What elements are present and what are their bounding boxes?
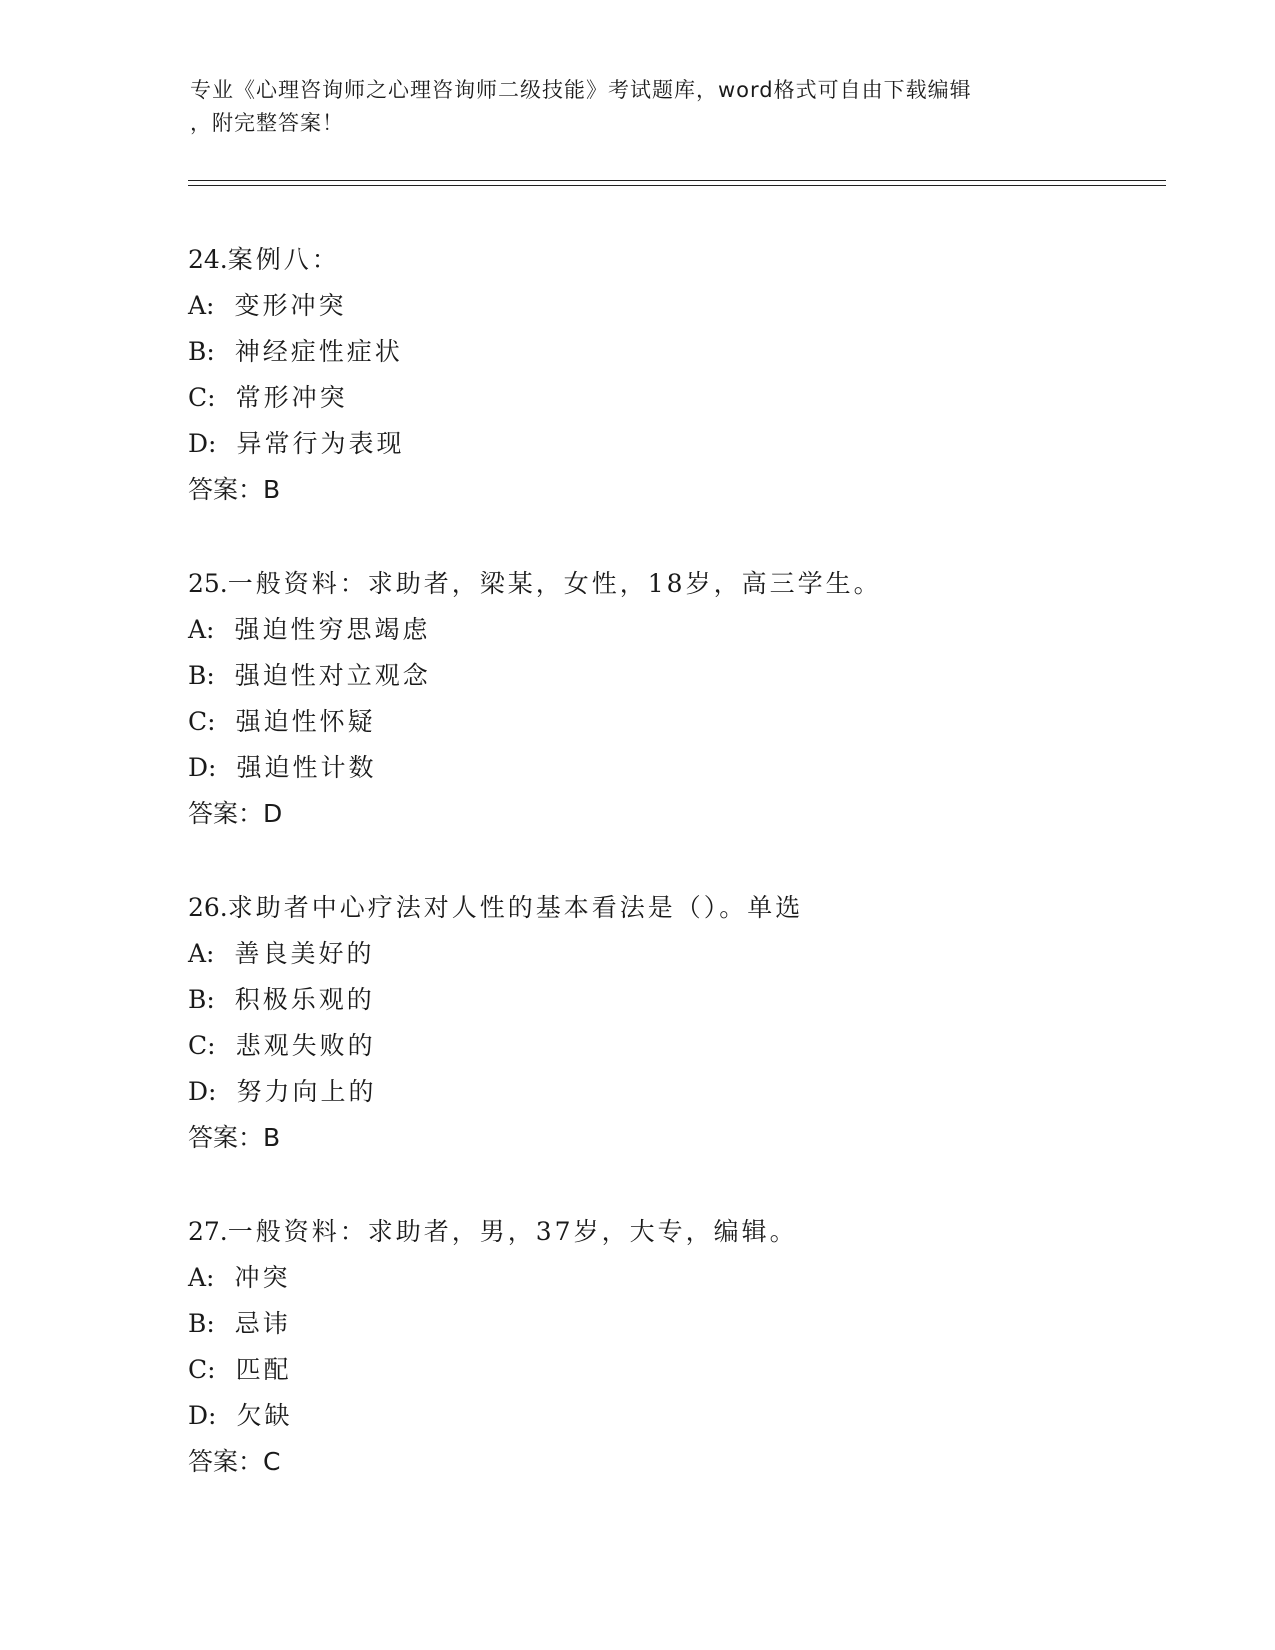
document-header xyxy=(190,74,1090,140)
option-text: 悲观失败的 xyxy=(235,1031,376,1060)
option-key: A: xyxy=(188,615,215,644)
question-stem xyxy=(188,1209,1148,1255)
option-text: 善良美好的 xyxy=(234,939,375,968)
option-a xyxy=(188,931,1148,977)
question-text: 求助者中心疗法对人性的基本看法是（）。单选 xyxy=(227,893,804,922)
question-text: 案例八： xyxy=(227,245,340,274)
header-line-2: ，附完整答案！ xyxy=(190,111,344,135)
option-text: 匹配 xyxy=(235,1355,292,1384)
option-d xyxy=(188,421,1148,467)
option-key: B: xyxy=(188,1309,215,1338)
question-27 xyxy=(188,1209,1148,1485)
option-b xyxy=(188,653,1148,699)
option-b xyxy=(188,1301,1148,1347)
option-key: C: xyxy=(188,1031,216,1060)
question-26 xyxy=(188,885,1148,1161)
question-24 xyxy=(188,237,1148,513)
question-list xyxy=(188,237,1148,1533)
question-stem xyxy=(188,885,1148,931)
option-key: C: xyxy=(188,1355,216,1384)
option-text: 忌讳 xyxy=(234,1309,291,1338)
option-c xyxy=(188,1023,1148,1069)
option-text: 强迫性对立观念 xyxy=(234,661,431,690)
question-stem xyxy=(188,561,1148,607)
option-text: 强迫性怀疑 xyxy=(235,707,376,736)
answer-line: 答案：C xyxy=(188,1447,281,1476)
question-number: 27. xyxy=(188,1217,228,1246)
option-c xyxy=(188,1347,1148,1393)
option-text: 常形冲突 xyxy=(235,383,348,412)
option-key: A: xyxy=(188,1263,215,1292)
question-text: 一般资料：求助者，男，37岁，大专，编辑。 xyxy=(227,1217,798,1246)
option-a xyxy=(188,283,1148,329)
question-text: 一般资料：求助者，梁某，女性，18岁，高三学生。 xyxy=(227,569,882,598)
header-line-1: 专业《心理咨询师之心理咨询师二级技能》考试题库，word格式可自由下载编辑 xyxy=(190,78,972,102)
option-key: D: xyxy=(188,1077,217,1106)
option-key: D: xyxy=(188,1401,217,1430)
option-text: 欠缺 xyxy=(236,1401,293,1430)
option-a xyxy=(188,1255,1148,1301)
question-number: 24. xyxy=(188,245,228,274)
option-key: D: xyxy=(188,429,217,458)
option-text: 积极乐观的 xyxy=(234,985,375,1014)
option-b xyxy=(188,977,1148,1023)
option-text: 神经症性症状 xyxy=(234,337,403,366)
option-key: B: xyxy=(188,985,215,1014)
option-text: 变形冲突 xyxy=(234,291,347,320)
header-divider-bottom xyxy=(188,185,1166,186)
option-text: 努力向上的 xyxy=(236,1077,377,1106)
option-c xyxy=(188,375,1148,421)
option-text: 强迫性计数 xyxy=(236,753,377,782)
option-d xyxy=(188,745,1148,791)
question-number: 25. xyxy=(188,569,228,598)
answer-line: 答案：D xyxy=(188,799,283,828)
question-stem xyxy=(188,237,1148,283)
option-key: C: xyxy=(188,707,216,736)
answer-line: 答案：B xyxy=(188,475,281,504)
option-key: A: xyxy=(188,939,215,968)
option-key: A: xyxy=(188,291,215,320)
option-text: 强迫性穷思竭虑 xyxy=(234,615,431,644)
option-b xyxy=(188,329,1148,375)
question-number: 26. xyxy=(188,893,228,922)
option-key: D: xyxy=(188,753,217,782)
option-text: 异常行为表现 xyxy=(236,429,405,458)
option-c xyxy=(188,699,1148,745)
header-divider-top xyxy=(188,180,1166,181)
option-a xyxy=(188,607,1148,653)
option-key: B: xyxy=(188,337,215,366)
question-25 xyxy=(188,561,1148,837)
option-d xyxy=(188,1069,1148,1115)
option-d xyxy=(188,1393,1148,1439)
option-text: 冲突 xyxy=(234,1263,291,1292)
option-key: B: xyxy=(188,661,215,690)
answer-line: 答案：B xyxy=(188,1123,281,1152)
option-key: C: xyxy=(188,383,216,412)
